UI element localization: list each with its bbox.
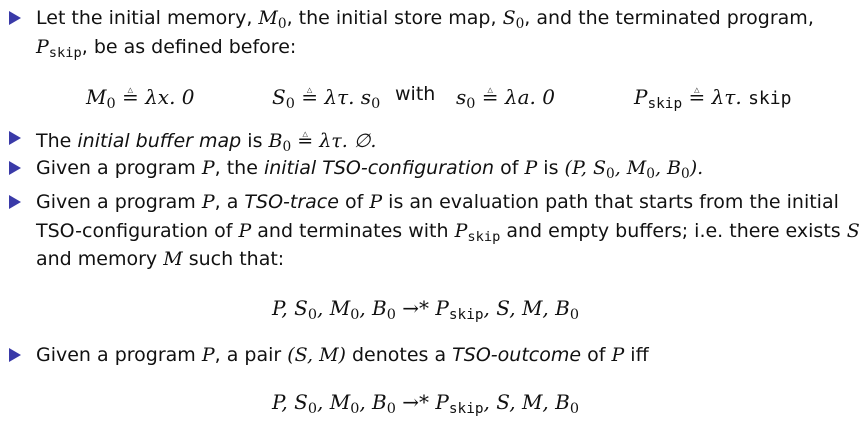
bullet-4-line-3: and memory M such that: xyxy=(36,248,285,270)
bullet-1-line-2: $P_{skip}$, be as defined before: xyxy=(36,36,297,61)
bullet-3: Given a program P, the initial TSO-configuration of P is (P, $S_0$, $M_0$, $B_0$). xyxy=(36,157,704,182)
def-with: with xyxy=(395,83,436,105)
bullet-4-line-2: TSO-configuration of P and terminates with $P_{skip}$ and empty buffers; i.e. there exists S xyxy=(36,220,860,245)
bullet-icon xyxy=(9,11,21,25)
bullet-icon xyxy=(9,161,21,175)
bullet-2: The initial buffer map is $B_0$ △ = λτ. ∅. xyxy=(36,126,376,159)
bullet-4-line-1: Given a program P, a TSO-trace of P is an evaluation path that starts from the initial xyxy=(36,191,839,213)
bullet-1-line-1: Let the initial memory, $M_0$, the initial store map, $S_0$, and the terminated program, xyxy=(36,7,814,32)
def-memory: $M_0$ △ = λx. 0 xyxy=(86,82,195,116)
def-s0: $s_0$ △ = λa. 0 xyxy=(456,82,555,116)
bullet-icon xyxy=(9,195,21,209)
formula-trace: P, $S_0$, $M_0$, $B_0 \to* P_{skip}$, S, M, $B_0$ xyxy=(272,296,579,324)
def-store: $S_0$ △ = λτ. $s_0$ xyxy=(272,82,380,116)
bullet-5: Given a program P, a pair (S, M) denotes a TSO-outcome of P iff xyxy=(36,344,649,366)
bullet-icon xyxy=(9,131,21,145)
formula-outcome: P, $S_0$, $M_0$, $B_0 \to* P_{skip}$, S, M, $B_0$ xyxy=(272,390,579,418)
bullet-icon xyxy=(9,348,21,362)
def-pskip: $P_{skip}$ △ = λτ. skip xyxy=(634,82,791,116)
